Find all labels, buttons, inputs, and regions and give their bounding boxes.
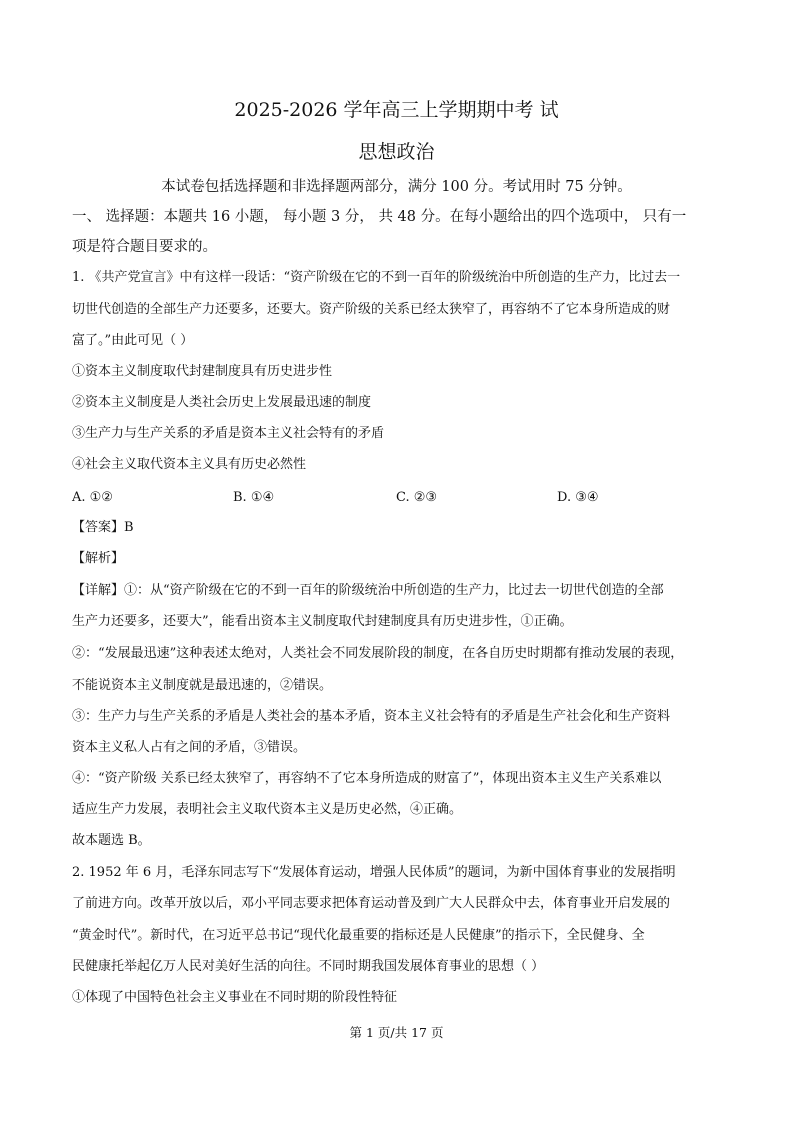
q1-option-c: C. ②③ bbox=[396, 490, 438, 505]
section-heading-line-2: 项是符合题目要求的。 bbox=[72, 239, 217, 255]
q1-statement-1: ①资本主义制度取代封建制度具有历史进步性 bbox=[72, 364, 333, 379]
q2-stem-line-2: 了前进方向。改革开放以后，邓小平同志要求把体育运动普及到广大人民群众中去，体育事业开启发展的 bbox=[72, 896, 671, 911]
q1-option-b: B. ①④ bbox=[233, 490, 275, 505]
q2-stem-line-1: 2. 1952 年 6 月，毛泽东同志写下“发展体育运动，增强人民体质”的题词，为新中国体育事业的发展指明 bbox=[72, 865, 676, 880]
q1-detail-line-5: ③：生产力与生产关系的矛盾是人类社会的基本矛盾，资本主义社会特有的矛盾是生产社会化和生产资料 bbox=[72, 709, 671, 724]
q1-option-a: A. ①② bbox=[72, 490, 113, 505]
q1-stem-line-3: 富了。”由此可见（ ） bbox=[72, 333, 194, 348]
q1-analysis-label: 【解析】 bbox=[72, 551, 125, 566]
q1-detail-line-1: 【详解】①：从“资产阶级在它的不到一百年的阶级统治中所创造的生产力，比过去一切世代创造的全部 bbox=[72, 583, 664, 598]
q1-detail-line-3: ②：“发展最迅速”这种表述太绝对，人类社会不同发展阶段的制度，在各自历史时期都有推动发展的表现， bbox=[72, 646, 684, 661]
q1-stem-line-1: 1. 《共产党宣言》中有这样一段话：“资产阶级在它的不到一百年的阶级统治中所创造的生产力，比过去一 bbox=[72, 270, 681, 285]
q1-statement-4: ④社会主义取代资本主义具有历史必然性 bbox=[72, 457, 307, 472]
q1-detail-line-7: ④：“资产阶级 关系已经太狭窄了，再容纳不了它本身所造成的财富了”，体现出资本主义生产关系难以 bbox=[72, 771, 662, 786]
q1-statement-3: ③生产力与生产关系的矛盾是资本主义社会特有的矛盾 bbox=[72, 426, 385, 441]
exam-title: 2025-2026 学年高三上学期期中考 试 bbox=[234, 99, 559, 121]
q2-stem-line-4: 民健康托举起亿万人民对美好生活的向往。不同时期我国发展体育事业的思想（ ） bbox=[72, 959, 545, 974]
q1-detail-line-8: 适应生产力发展，表明社会主义取代资本主义是历史必然，④正确。 bbox=[72, 802, 463, 817]
q1-option-d: D. ③④ bbox=[557, 490, 599, 505]
q1-conclusion: 故本题选 B。 bbox=[72, 833, 151, 848]
q2-statement-1: ①体现了中国特色社会主义事业在不同时期的阶段性特征 bbox=[72, 990, 398, 1005]
q1-answer: 【答案】B bbox=[72, 520, 134, 535]
q2-stem-line-3: “黄金时代”。新时代，在习近平总书记“现代化最重要的指标还是人民健康”的指示下，全民健身、全 bbox=[72, 928, 645, 943]
q1-detail-line-6: 资本主义私人占有之间的矛盾，③错误。 bbox=[72, 740, 307, 755]
q1-statement-2: ②资本主义制度是人类社会历史上发展最迅速的制度 bbox=[72, 395, 372, 410]
q1-stem-line-2: 切世代创造的全部生产力还要多，还要大。资产阶级的关系已经太狭窄了，再容纳不了它本身所造成的财 bbox=[72, 302, 671, 317]
q1-detail-line-2: 生产力还要多，还要大”，能看出资本主义制度取代封建制度具有历史进步性，①正确。 bbox=[72, 614, 573, 629]
page-number: 第 1 页/共 17 页 bbox=[349, 1025, 444, 1040]
q1-detail-line-4: 不能说资本主义制度就是最迅速的，②错误。 bbox=[72, 678, 333, 693]
subject-title: 思想政治 bbox=[358, 141, 435, 163]
exam-intro: 本试卷包括选择题和非选择题两部分，满分 100 分。考试用时 75 分钟。 bbox=[161, 179, 632, 195]
section-heading-line-1: 一、 选择题：本题共 16 小题， 每小题 3 分， 共 48 分。在每小题给出的四个选项中， 只有一 bbox=[72, 209, 687, 225]
